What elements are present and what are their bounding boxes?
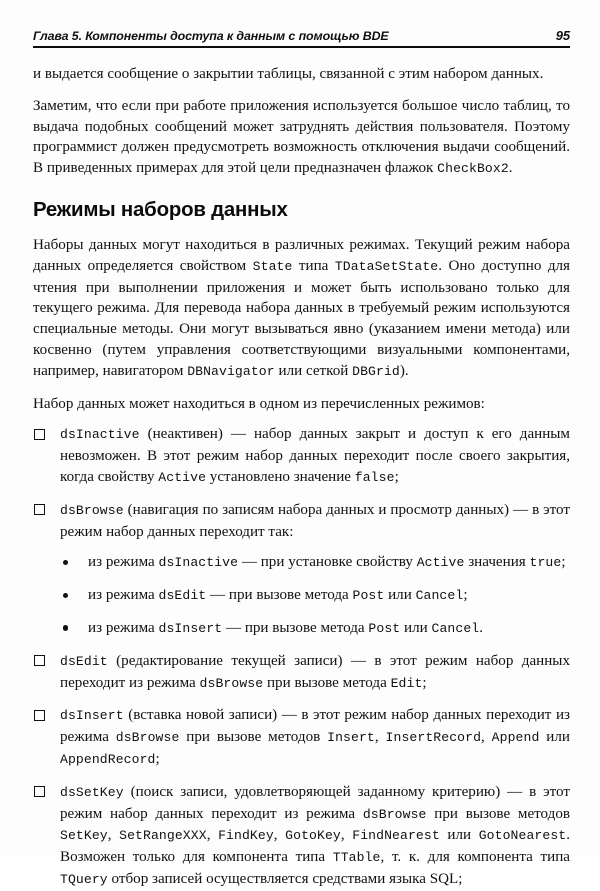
subitem-text-tail: ; bbox=[463, 587, 468, 604]
code-dssetkey: dsSetKey bbox=[60, 784, 124, 800]
paragraph-state-property bbox=[33, 235, 570, 383]
code-insertrecord: InsertRecord bbox=[385, 730, 482, 746]
item-text: при вызове методов bbox=[426, 805, 571, 822]
section-heading-dataset-modes: Режимы наборов данных bbox=[33, 198, 288, 221]
item-text: при вызове методов bbox=[179, 729, 328, 746]
round-bullet-icon bbox=[63, 560, 68, 565]
round-bullet-icon bbox=[63, 593, 68, 598]
code-dsbrowse: dsBrowse bbox=[60, 502, 124, 518]
item-text: , т. к. для компонента типа bbox=[380, 849, 570, 866]
list-item-from-dsinactive bbox=[60, 552, 570, 574]
paragraph-closing-message: и выдается сообщение о закрытии таблицы, связанной с этим набором данных. bbox=[33, 66, 544, 82]
code-append: Append bbox=[491, 730, 540, 746]
square-bullet-icon bbox=[34, 429, 45, 440]
code-dsbrowse: dsBrowse bbox=[199, 675, 264, 691]
code-dsbrowse: dsBrowse bbox=[115, 730, 180, 746]
code-dsbrowse: dsBrowse bbox=[362, 806, 427, 822]
code-setkey: SetKey bbox=[60, 828, 108, 844]
item-text: , bbox=[206, 827, 219, 844]
item-text: установлено значение bbox=[206, 468, 355, 485]
code-post: Post bbox=[368, 620, 401, 636]
paragraph-text-tail: . bbox=[508, 160, 513, 177]
subitem-text: — при вызове метода bbox=[206, 587, 353, 604]
dsbrowse-transitions-list bbox=[60, 552, 570, 639]
subitem-text: или bbox=[400, 619, 432, 636]
code-ttable: TTable bbox=[332, 850, 381, 866]
round-bullet-icon bbox=[63, 625, 68, 630]
code-dsinactive: dsInactive bbox=[60, 427, 140, 443]
code-dsinactive: dsInactive bbox=[158, 555, 239, 571]
subitem-text: или bbox=[384, 587, 416, 604]
subitem-text: из режима bbox=[88, 554, 159, 571]
item-text: , bbox=[273, 827, 286, 844]
code-dbnavigator: DBNavigator bbox=[187, 363, 275, 379]
item-text-tail: ; bbox=[394, 468, 399, 485]
item-text: (редактирование текущей записи) — в этот режим набор данных переходит из режима bbox=[60, 652, 570, 691]
item-text-tail: отбор записей осуществляется средствами языка SQL; bbox=[107, 870, 463, 887]
paragraph-text: типа bbox=[292, 257, 335, 274]
item-text: , bbox=[481, 729, 492, 746]
code-cancel: Cancel bbox=[431, 620, 480, 636]
code-state: State bbox=[252, 258, 293, 274]
item-text: (навигация по записям набора данных и просмотр данных) — в этот режим набор данных переходит так: bbox=[60, 501, 570, 540]
header-rule bbox=[33, 46, 570, 48]
list-item-dsinactive bbox=[33, 424, 570, 488]
paragraph-checkbox-note bbox=[33, 96, 570, 180]
list-item-dssetkey bbox=[33, 782, 570, 891]
code-findkey: FindKey bbox=[218, 828, 274, 844]
code-dsinsert: dsInsert bbox=[60, 708, 124, 724]
subitem-text: — при вызове метода bbox=[222, 619, 369, 636]
square-bullet-icon bbox=[34, 504, 45, 515]
item-text-tail: ; bbox=[422, 674, 427, 691]
code-setrangexxx: SetRangeXXX bbox=[119, 828, 207, 844]
dataset-modes-list bbox=[33, 424, 570, 890]
item-text: . Возможен только для компонента типа bbox=[60, 827, 571, 866]
item-text: (вставка новой записи) — в этот режим набор данных переходит из режима bbox=[60, 707, 570, 746]
code-tquery: TQuery bbox=[60, 871, 108, 887]
code-false: false bbox=[354, 469, 395, 485]
item-text: при вызове метода bbox=[263, 674, 391, 691]
code-gotonearest: GotoNearest bbox=[478, 828, 567, 844]
code-appendrecord: AppendRecord bbox=[60, 751, 156, 767]
subitem-text: из режима bbox=[88, 619, 159, 636]
code-gotokey: GotoKey bbox=[285, 828, 341, 844]
code-true: true bbox=[529, 555, 562, 571]
list-item-dsedit bbox=[33, 651, 570, 695]
subitem-text: из режима bbox=[88, 587, 159, 604]
subitem-text-tail: ; bbox=[561, 554, 566, 571]
square-bullet-icon bbox=[34, 786, 45, 797]
code-findnearest: FindNearest bbox=[352, 828, 440, 844]
item-text: или bbox=[439, 827, 479, 844]
code-post: Post bbox=[352, 588, 385, 604]
paragraph-text: . Оно доступно для чтения при выполнении приложения и может быть использовано только для текущего режима. Для перевода набора данных в требуемый режим используются специальные методы. Они могут вызываться явно (указанием имени метода) или косвенно (путем управления соответствующими визуальными компонентами, например, навигатором bbox=[33, 257, 570, 379]
square-bullet-icon bbox=[34, 655, 45, 666]
square-bullet-icon bbox=[34, 710, 45, 721]
list-item-from-dsinsert bbox=[60, 618, 570, 640]
code-dbgrid: DBGrid bbox=[352, 363, 400, 379]
code-checkbox2: CheckBox2 bbox=[437, 161, 509, 177]
code-edit: Edit bbox=[390, 675, 423, 691]
paragraph-text: или сеткой bbox=[274, 362, 353, 379]
item-text-tail: ; bbox=[155, 750, 160, 767]
chapter-title: Глава 5. Компоненты доступа к данным с помощью BDE bbox=[33, 29, 389, 43]
subitem-text: — при установке свойству bbox=[238, 554, 417, 571]
code-insert: Insert bbox=[327, 730, 375, 746]
code-dsedit: dsEdit bbox=[158, 588, 207, 604]
list-item-from-dsedit bbox=[60, 585, 570, 607]
code-dsedit: dsEdit bbox=[60, 653, 108, 669]
subitem-text: значения bbox=[464, 554, 530, 571]
subitem-text-tail: . bbox=[479, 619, 484, 636]
running-header bbox=[33, 28, 570, 46]
code-cancel: Cancel bbox=[415, 588, 464, 604]
code-tdatasetstate: TDataSetState bbox=[334, 258, 439, 274]
item-text: или bbox=[539, 729, 570, 746]
paragraph-text-tail: ). bbox=[399, 362, 409, 379]
item-text: (неактивен) — набор данных закрыт и доступ к его данным невозможен. В этот режим набор данных переходит после своего закрытия, когда свойству bbox=[60, 426, 570, 485]
item-text: (поиск записи, удовлетворяющей заданному критерию) — в этот режим набор данных переходит из режима bbox=[60, 783, 570, 822]
list-item-dsbrowse bbox=[33, 500, 570, 640]
list-item-dsinsert bbox=[33, 705, 570, 770]
item-text: , bbox=[340, 827, 353, 844]
code-active: Active bbox=[416, 555, 465, 571]
item-text: , bbox=[374, 729, 386, 746]
paragraph-text: Заметим, что если при работе приложения используется большое число таблиц, то выдача подобных сообщений может затруднять действия пользователя. Поэтому программист должен предусмотреть возможность отключения выдачи сообщений. В приведенных примерах для этой цели предназначен флажок bbox=[33, 97, 570, 177]
page-number: 95 bbox=[555, 28, 570, 43]
code-dsinsert: dsInsert bbox=[158, 620, 223, 636]
paragraph-modes-leadin: Набор данных может находиться в одном из перечисленных режимов: bbox=[33, 395, 485, 412]
item-text: , bbox=[107, 827, 120, 844]
code-active: Active bbox=[158, 469, 207, 485]
paragraph-text: Наборы данных могут находиться в различных режимах. Текущий режим набора данных определяется свойством bbox=[33, 236, 570, 274]
